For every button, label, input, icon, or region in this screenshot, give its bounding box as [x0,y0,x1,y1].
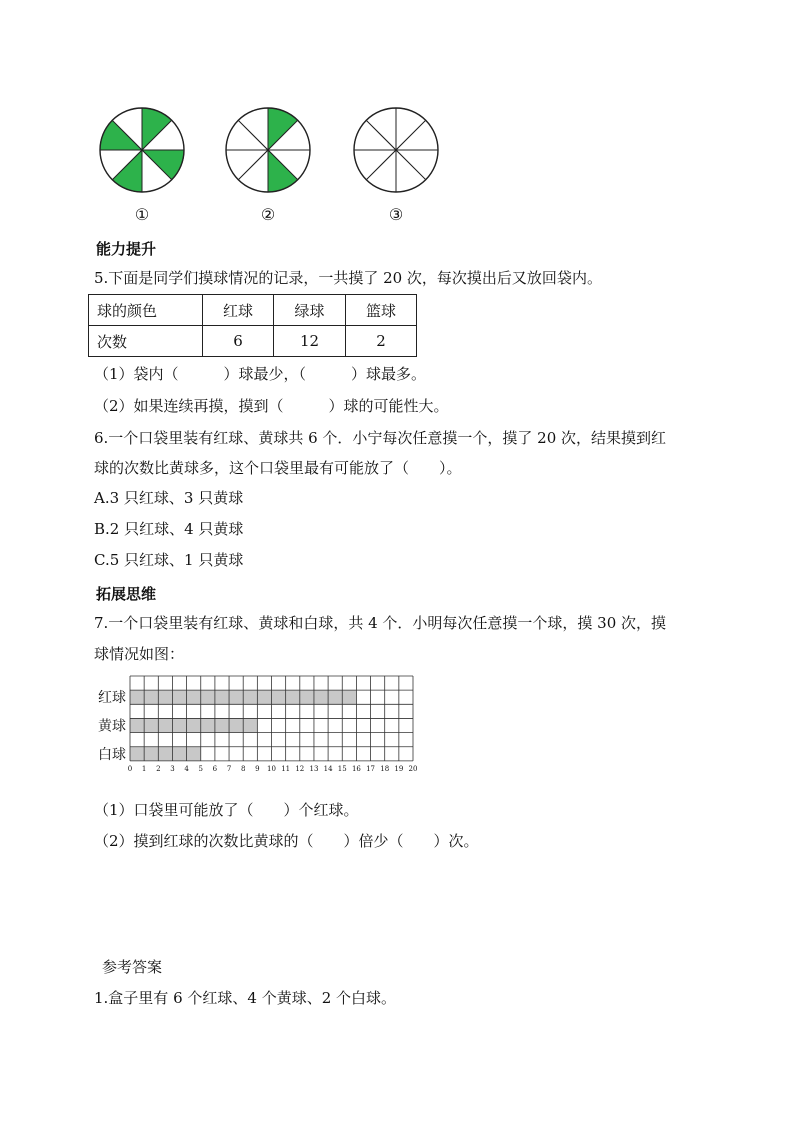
q5-sub2: （2）如果连续再摸，摸到（ ）球的可能性大。 [94,397,449,415]
tick-label: 0 [127,764,133,773]
fraction-circle-1 [100,108,184,192]
tick-label: 2 [156,764,161,773]
tick-label: 1 [141,764,147,773]
circle-label-3: ③ [388,205,404,224]
q7-line2: 球情况如图： [94,645,185,663]
circle-label-1: ① [134,205,150,224]
tick-label: 6 [212,764,218,773]
tick-label: 20 [408,764,418,773]
fraction-circles [0,100,794,200]
q6-line1: 6.一个口袋里装有红球、黄球共 6 个．小宁每次任意摸一个，摸了 20 次，结果摸到红 [94,429,667,447]
table-cell-blue: 2 [346,326,417,357]
table-row [89,326,417,357]
tick-label: 5 [198,764,203,773]
ball-draw-chart [90,672,430,792]
tick-label: 4 [184,764,189,773]
category-label-1: 红球 [98,690,126,707]
table-header-color: 球的颜色 [89,295,203,326]
table-row [89,295,417,326]
table-header-red: 红球 [203,295,274,326]
tick-label: 17 [366,764,376,773]
record-table [88,294,417,357]
tick-label: 11 [281,764,291,773]
table-cell-green: 12 [274,326,346,357]
tick-label: 9 [255,764,260,773]
circle-label-2: ② [260,205,276,224]
bar-3 [130,747,201,761]
tick-label: 3 [170,764,175,773]
category-label-3: 白球 [98,746,126,763]
q6-option-c: C.5 只红球、1 只黄球 [94,551,244,569]
q7-line1: 7.一个口袋里装有红球、黄球和白球，共 4 个．小明每次任意摸一个球，摸 30 次，摸 [94,614,667,632]
answer-line-1: 1.盒子里有 6 个红球、4 个黄球、2 个白球。 [94,989,397,1007]
q7-sub2: （2）摸到红球的次数比黄球的（ ）倍少（ ）次。 [94,832,479,850]
tick-label: 12 [295,764,305,773]
bar-2 [130,718,257,732]
q7-sub1: （1）口袋里可能放了（ ）个红球。 [94,801,359,819]
category-label-2: 黄球 [98,718,126,735]
q6-option-b: B.2 只红球、4 只黄球 [94,520,244,538]
fraction-circle-2 [226,108,310,192]
tick-label: 8 [240,764,246,773]
tick-label: 10 [267,764,276,773]
section-title-extension: 拓展思维 [96,585,157,603]
tick-label: 18 [380,764,390,773]
tick-label: 19 [394,764,404,773]
tick-label: 7 [226,764,232,773]
table-row-label: 次数 [89,326,203,357]
q5-stem: 5.下面是同学们摸球情况的记录，一共摸了 20 次，每次摸出后又放回袋内。 [94,269,602,287]
tick-label: 14 [323,764,333,773]
table-header-green: 绿球 [274,295,346,326]
q6-option-a: A.3 只红球、3 只黄球 [94,489,244,507]
tick-label: 15 [337,764,347,773]
section-title-ability: 能力提升 [96,240,157,258]
q5-sub1: （1）袋内（ ）球最少，（ ）球最多。 [94,365,427,383]
answers-title: 参考答案 [102,958,163,976]
tick-label: 16 [351,764,361,773]
fraction-circle-3 [354,108,438,192]
table-cell-red: 6 [203,326,274,357]
tick-label: 13 [309,764,319,773]
table-header-blue: 篮球 [346,295,417,326]
q6-line2: 球的次数比黄球多，这个口袋里最有可能放了（ ）。 [94,459,462,477]
